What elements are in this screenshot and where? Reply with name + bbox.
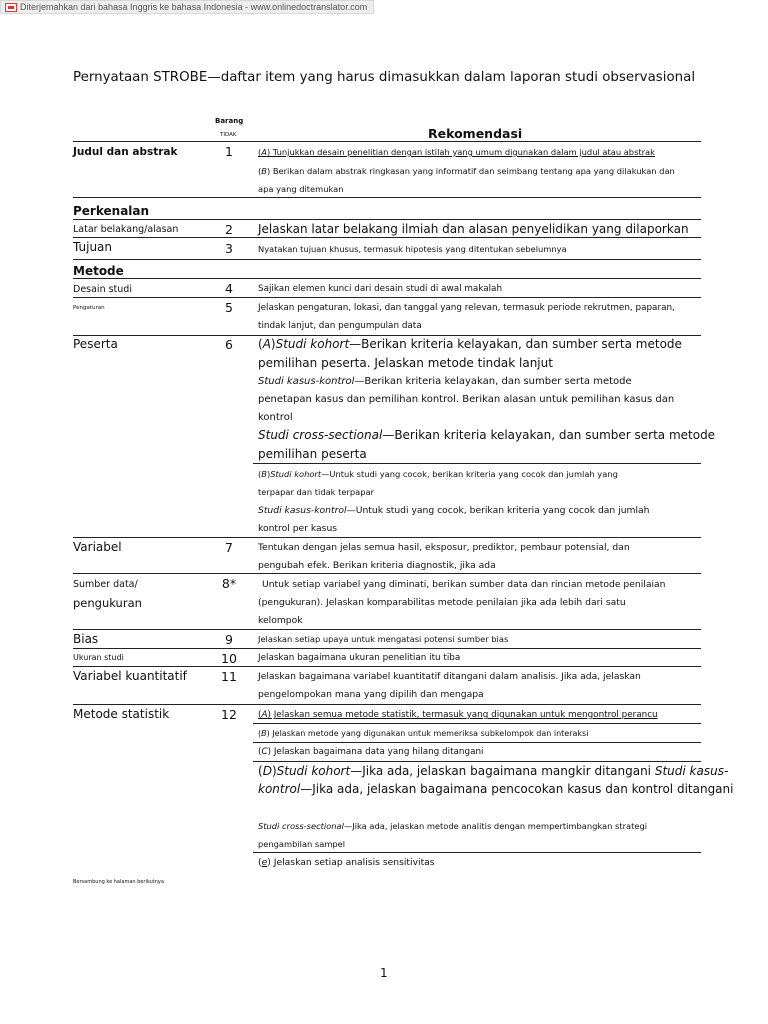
recommendation-text: kontrol per kasus (258, 523, 338, 534)
table-rule (73, 666, 701, 667)
row-label-bias: Bias (73, 632, 99, 646)
row-label-objectives: Tujuan (73, 240, 113, 254)
row-number: 3 (225, 241, 233, 256)
table-rule (73, 629, 701, 630)
column-header-recommendation: Rekomendasi (428, 126, 523, 141)
table-rule (73, 237, 701, 238)
row-label-title-abstract: Judul dan abstrak (73, 146, 178, 158)
recommendation-text: (B)Studi kohort—Untuk studi yang cocok, berikan kriteria yang cocok dan jumlah yang (258, 469, 618, 479)
recommendation-text: pengambilan sampel (258, 839, 346, 849)
row-number: 8* (221, 576, 237, 591)
table-rule (73, 335, 701, 336)
recommendation-text: (C) Jelaskan bagaimana data yang hilang ditangani (258, 747, 484, 757)
row-number: 11 (221, 669, 237, 684)
recommendation-text: (B) Berikan dalam abstrak ringkasan yang informatif dan seimbang tentang apa yang dilakukan dan (258, 166, 675, 176)
table-rule (73, 573, 701, 574)
recommendation-text: kelompok (258, 615, 303, 626)
table-rule (73, 219, 701, 220)
recommendation-text: (B) Jelaskan metode yang digunakan untuk memeriksa subkelompok dan interaksi (258, 729, 589, 738)
table-rule (73, 537, 701, 538)
page-title: Pernyataan STROBE—daftar item yang harus dimasukkan dalam laporan studi observasional (73, 70, 696, 85)
recommendation-text: tindak lanjut, dan pengumpulan data (258, 321, 422, 331)
row-number: 9 (225, 632, 233, 647)
translation-banner[interactable] (0, 0, 374, 14)
row-number: 10 (221, 651, 237, 666)
row-label-study-design: Desain studi (73, 284, 132, 295)
recommendation-text: Studi cross-sectional—Berikan kriteria kelayakan, dan sumber serta metode (258, 428, 716, 442)
row-label-statistical-methods: Metode statistik (73, 707, 170, 721)
table-rule (73, 259, 701, 260)
document-icon (5, 3, 17, 12)
recommendation-text: pemilihan peserta. Jelaskan metode tindak lanjut (258, 356, 553, 370)
row-label-setting: Pengaturan (73, 305, 105, 311)
row-number: 4 (225, 281, 233, 296)
row-label-measurement: pengukuran (73, 596, 142, 610)
recommendation-text: Jelaskan bagaimana ukuran penelitian itu tiba (258, 653, 461, 663)
recommendation-text: Studi kasus-kontrol—Berikan kriteria kelayakan, dan sumber serta metode (258, 376, 632, 387)
row-label-background: Latar belakang/alasan (73, 224, 179, 235)
recommendation-text: pemilihan peserta (258, 447, 367, 461)
recommendation-text: Studi cross-sectional—Jika ada, jelaskan metode analitis dengan mempertimbangkan strategi (258, 821, 648, 831)
recommendation-text: penetapan kasus dan pemilihan kontrol. Berikan alasan untuk pemilihan kasus dan (258, 394, 675, 405)
column-header-no: TIDAK (220, 132, 237, 138)
recommendation-text: Jelaskan bagaimana variabel kuantitatif ditangani dalam analisis. Jika ada, jelaskan (258, 671, 641, 682)
recommendation-text: (A)Studi kohort—Berikan kriteria kelayakan, dan sumber serta metode (258, 337, 682, 351)
table-rule (253, 761, 701, 762)
table-rule (73, 648, 701, 649)
column-header-item: Barang (215, 117, 244, 125)
table-rule (73, 197, 701, 198)
recommendation-text: Nyatakan tujuan khusus, termasuk hipotesis yang ditentukan sebelumnya (258, 244, 567, 254)
recommendation-text: Studi kasus-kontrol—Untuk studi yang cocok, berikan kriteria yang cocok dan jumlah (258, 505, 650, 516)
recommendation-text: Jelaskan pengaturan, lokasi, dan tanggal yang relevan, termasuk periode rekrutmen, paparan, (258, 303, 675, 313)
row-label-participants: Peserta (73, 337, 118, 351)
table-rule (73, 278, 701, 279)
banner-text[interactable]: Diterjemahkan dari bahasa Inggris ke bahasa Indonesia - www.onlinedoctranslator.com (20, 2, 368, 12)
row-label-quantitative-variables: Variabel kuantitatif (73, 669, 187, 683)
recommendation-text: pengelompokan mana yang dipilih dan mengapa (258, 689, 484, 700)
row-number: 2 (225, 222, 233, 237)
recommendation-text: (A) Tunjukkan desain penelitian dengan istilah yang umum digunakan dalam judul atau abstrak (258, 147, 655, 157)
table-rule (73, 297, 701, 298)
row-number: 1 (225, 144, 233, 159)
row-number: 12 (221, 707, 237, 722)
row-label-data-sources: Sumber data/ (73, 579, 138, 590)
recommendation-text: Jelaskan setiap upaya untuk mengatasi potensi sumber bias (258, 634, 509, 644)
continued-note: Bersambung ke halaman berikutnya (73, 879, 164, 885)
recommendation-text: (A) Jelaskan semua metode statistik, termasuk yang digunakan untuk mengontrol perancu (258, 710, 658, 720)
recommendation-text: kontrol—Jika ada, jelaskan bagaimana pencocokan kasus dan kontrol ditangani (258, 782, 734, 796)
row-label-study-size: Ukuran studi (73, 653, 124, 662)
table-rule (253, 463, 701, 464)
table-rule (73, 704, 701, 705)
row-label-variables: Variabel (73, 540, 122, 554)
recommendation-text: (pengukuran). Jelaskan komparabilitas metode penilaian jika ada lebih dari satu (258, 597, 626, 608)
recommendation-text: Sajikan elemen kunci dari desain studi di awal makalah (258, 284, 503, 294)
section-heading-methods: Metode (73, 264, 124, 278)
table-rule (253, 742, 701, 743)
table-rule (253, 723, 701, 724)
recommendation-text: (e) Jelaskan setiap analisis sensitivitas (258, 857, 435, 868)
page-number: 1 (380, 966, 388, 980)
section-heading-introduction: Perkenalan (73, 204, 150, 218)
recommendation-text: Untuk setiap variabel yang diminati, berikan sumber data dan rincian metode penilaian (262, 579, 666, 590)
row-number: 5 (225, 300, 233, 315)
recommendation-text: (D)Studi kohort—Jika ada, jelaskan bagaimana mangkir ditangani Studi kasus- (258, 764, 729, 778)
table-rule (73, 141, 701, 142)
row-number: 6 (225, 337, 233, 352)
recommendation-text: apa yang ditemukan (258, 184, 344, 194)
recommendation-text: kontrol (258, 412, 293, 423)
recommendation-text: terpapar dan tidak terpapar (258, 487, 374, 497)
recommendation-text: Tentukan dengan jelas semua hasil, eksposur, prediktor, pembaur potensial, dan (258, 542, 630, 553)
row-number: 7 (225, 540, 233, 555)
table-rule (253, 852, 701, 853)
recommendation-text: pengubah efek. Berikan kriteria diagnostik, jika ada (258, 560, 496, 571)
recommendation-text: Jelaskan latar belakang ilmiah dan alasan penyelidikan yang dilaporkan (258, 222, 689, 236)
